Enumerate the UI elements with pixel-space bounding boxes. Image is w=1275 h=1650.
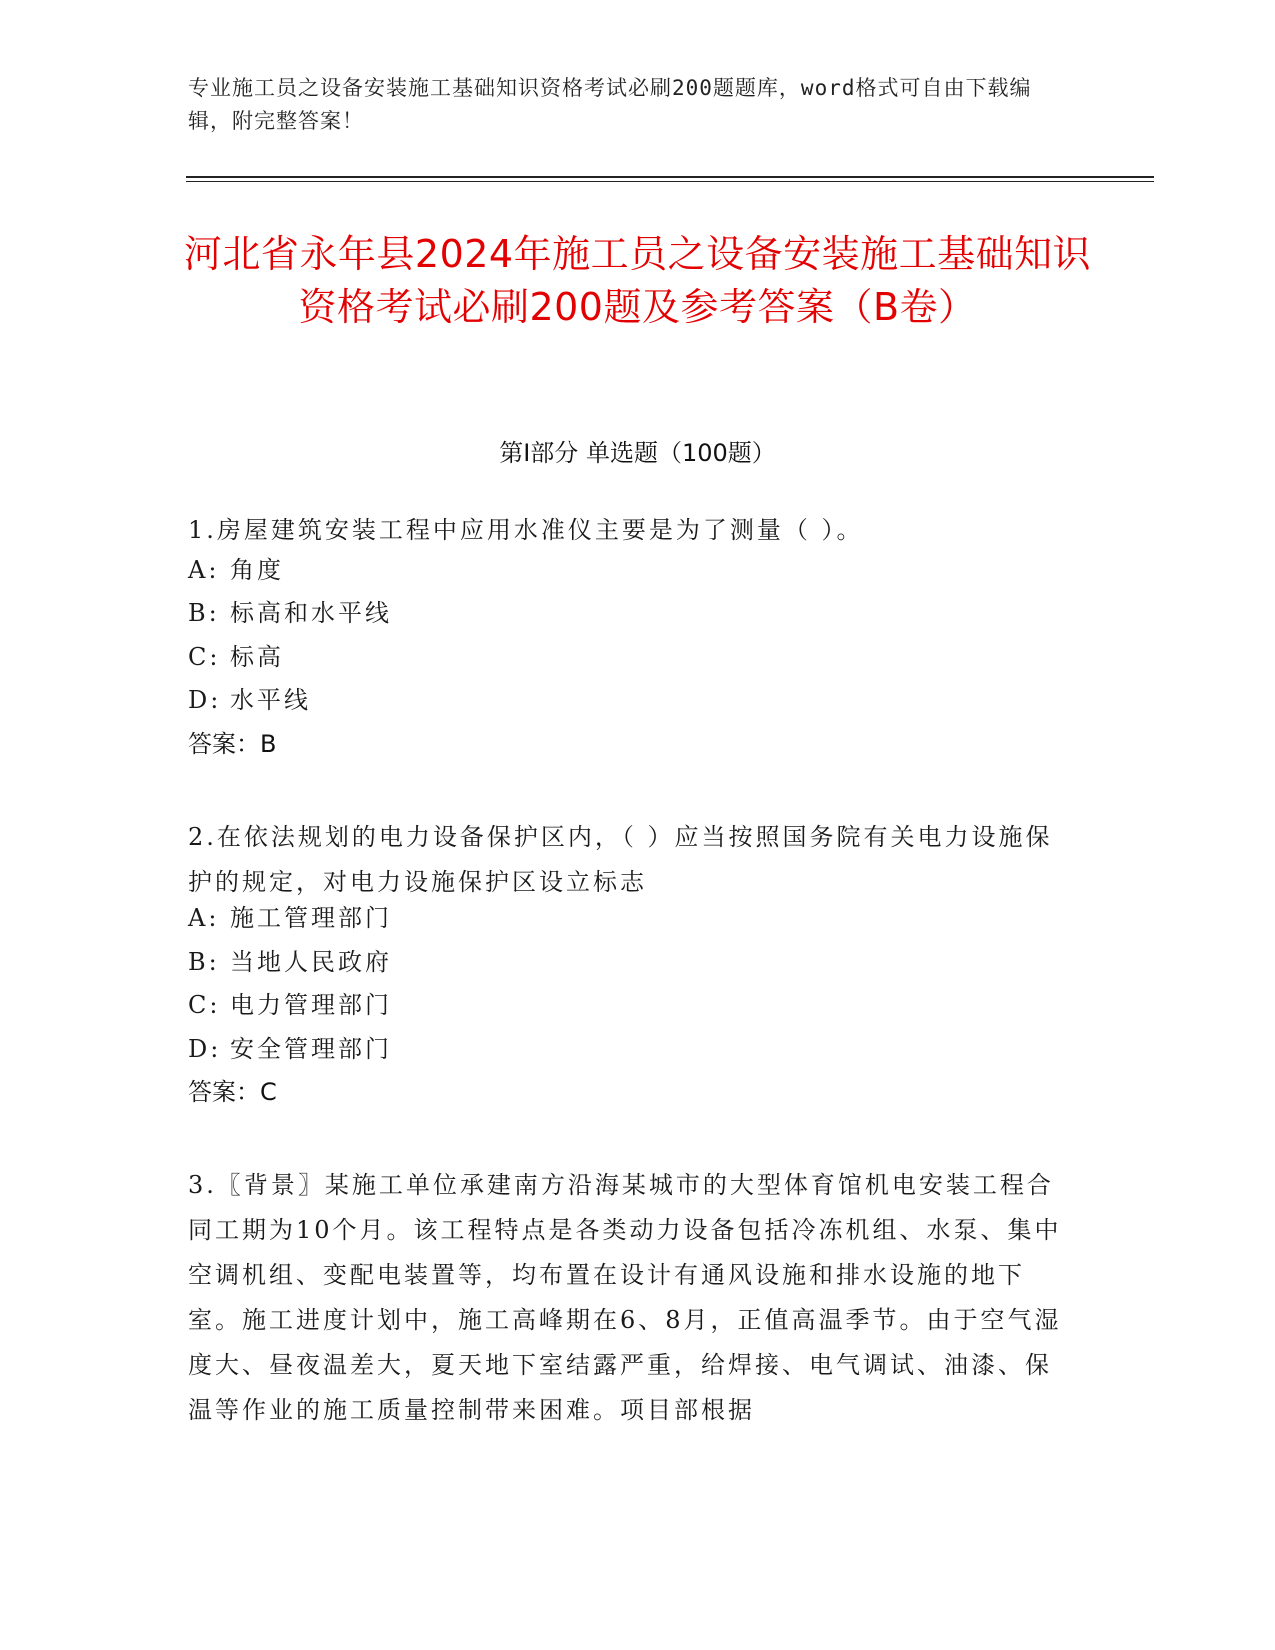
option-letter: C: <box>188 643 221 671</box>
option-text: 电力管理部门 <box>230 991 392 1019</box>
section-title: 第Ⅰ部分 单选题（100题） <box>499 439 776 467</box>
option-text: 水平线 <box>230 686 311 714</box>
option-text: 安全管理部门 <box>230 1035 392 1063</box>
option-text: 标高 <box>230 643 284 671</box>
question-1-text: 1.房屋建筑安装工程中应用水准仪主要是为了测量（ ）。 <box>188 516 864 544</box>
question-1-option-a <box>188 553 284 587</box>
question-1-option-c <box>188 640 284 674</box>
question-2-option-b <box>188 945 392 979</box>
header-note: 专业施工员之设备安装施工基础知识资格考试必刷200题题库，word格式可自由下载编辑，附完整答案！ <box>188 76 1032 133</box>
option-letter: D: <box>188 1035 222 1063</box>
question-1-option-d <box>188 683 311 717</box>
question-3-text: 3.〖背景〗某施工单位承建南方沿海某城市的大型体育馆机电安装工程合同工期为10个月。该工程特点是各类动力设备包括冷冻机组、水泵、集中空调机组、变配电装置等，均布置在设计有通风设施和排水设施的地下室。施工进度计划中，施工高峰期在6、8月，正值高温季节。由于空气湿度大、昼夜温差大，夏天地下室结露严重，给焊接、电气调试、油漆、保温等作业的施工质量控制带来困难。项目部根据 <box>188 1171 1062 1424</box>
question-2-option-d <box>188 1032 392 1066</box>
question-2-option-c <box>188 988 392 1022</box>
question-2-text: 2.在依法规划的电力设备保护区内，（ ）应当按照国务院有关电力设施保护的规定，对电力设施保护区设立标志 <box>188 823 1053 896</box>
document-title: 河北省永年县2024年施工员之设备安装施工基础知识资格考试必刷200题及参考答案（B卷） <box>183 232 1092 329</box>
question-2-option-a <box>188 901 392 935</box>
question-2-answer: 答案：C <box>188 1078 277 1106</box>
option-letter: C: <box>188 991 221 1019</box>
question-1-answer: 答案：B <box>188 730 277 758</box>
option-text: 施工管理部门 <box>230 904 392 932</box>
header-rule-thick <box>186 176 1154 178</box>
option-text: 角度 <box>230 556 284 584</box>
option-text: 标高和水平线 <box>230 599 392 627</box>
option-text: 当地人民政府 <box>230 948 392 976</box>
option-letter: D: <box>188 686 222 714</box>
option-letter: B: <box>188 599 220 627</box>
option-letter: B: <box>188 948 220 976</box>
header-rule-thin <box>186 181 1154 182</box>
option-letter: A: <box>188 556 220 584</box>
option-letter: A: <box>188 904 220 932</box>
question-1-option-b <box>188 596 392 630</box>
